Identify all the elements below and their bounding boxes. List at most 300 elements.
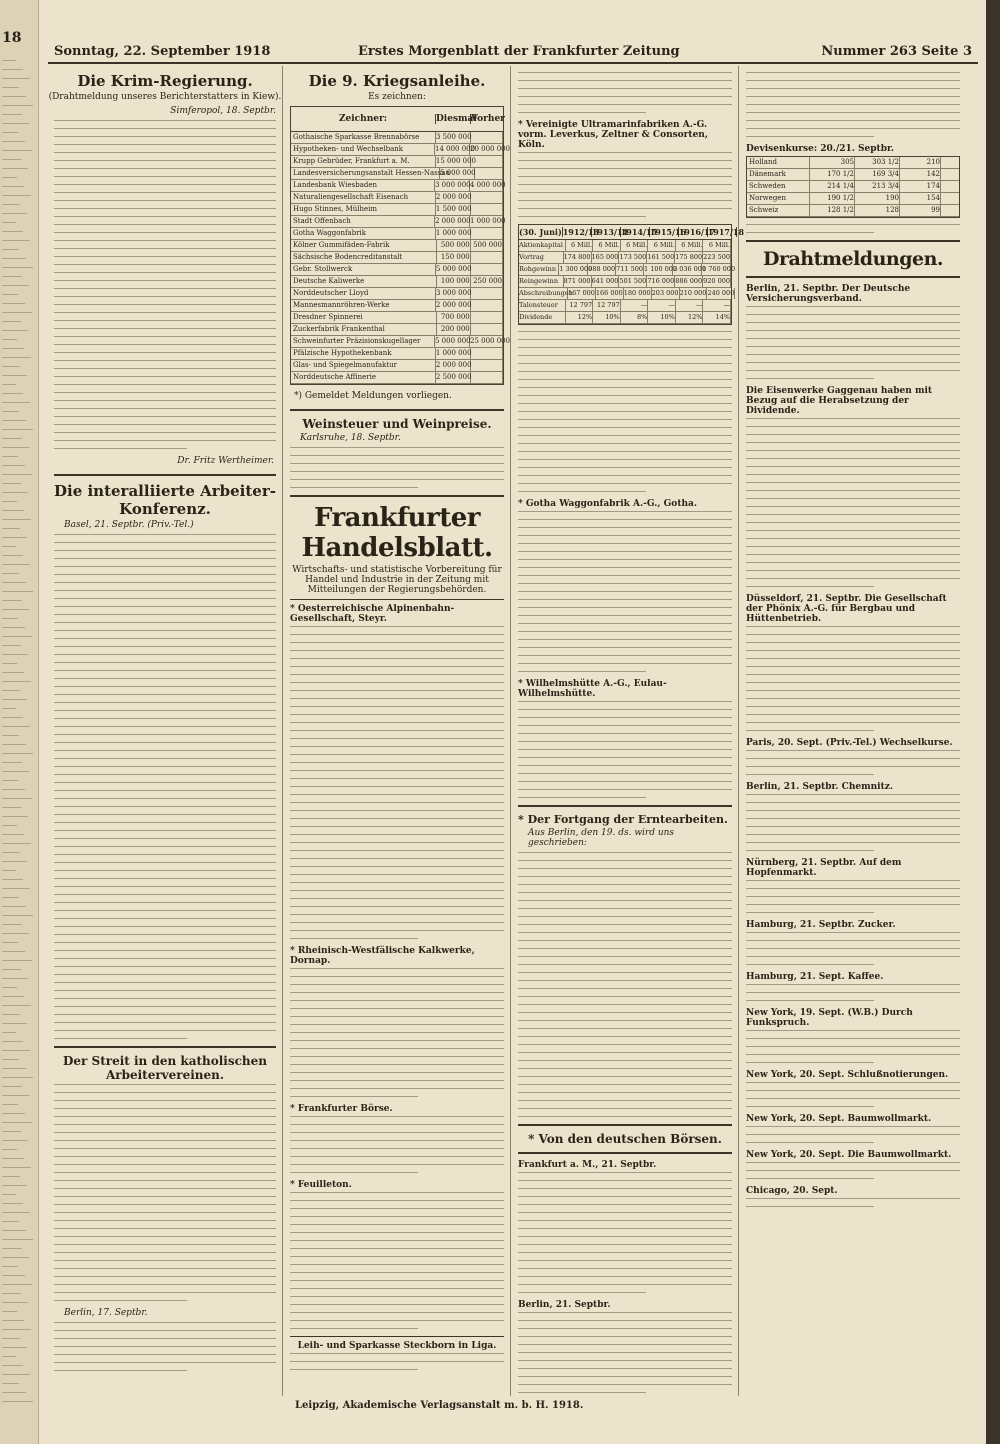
text-line [54, 1300, 187, 1301]
text-line [54, 152, 276, 153]
text-line [54, 822, 276, 823]
text-line [746, 466, 960, 467]
divider [518, 1152, 732, 1154]
text-line [54, 400, 276, 401]
text-line [54, 320, 276, 321]
text-line [746, 1054, 960, 1055]
text-line [54, 192, 276, 193]
margin-text-line [2, 744, 26, 745]
text-line [518, 200, 732, 201]
text-line [290, 762, 504, 763]
table-cell: Kölner Gummifäden-Fabrik [291, 240, 437, 251]
text-line [746, 842, 960, 843]
margin-text-line [2, 780, 18, 781]
article-dateline: Basel, 21. Septbr. (Priv.-Tel.) [64, 520, 194, 530]
text-line [54, 208, 276, 209]
text-line [290, 1032, 504, 1033]
text-line [54, 758, 276, 759]
table-row [291, 300, 503, 312]
text-line [290, 1056, 504, 1057]
table-cell: 886 000 [675, 277, 703, 285]
imprint: Leipzig, Akademische Verlagsanstalt m. b. H. 1918. [295, 1400, 584, 1411]
margin-text-line [2, 1329, 31, 1330]
text-line [746, 682, 960, 683]
text-line [54, 886, 276, 887]
margin-text-line [2, 87, 19, 88]
text-line [518, 371, 732, 372]
text-line [54, 710, 276, 711]
text-line [54, 304, 276, 305]
text-line [54, 1228, 276, 1229]
margin-text-line [2, 285, 29, 286]
text-line [746, 578, 960, 579]
margin-text-line [2, 60, 16, 61]
text-line [518, 1004, 732, 1005]
column-4 [740, 66, 966, 1396]
text-line [54, 926, 276, 927]
article-body [290, 1353, 504, 1370]
article-body [746, 1198, 960, 1207]
text-line [518, 1312, 732, 1313]
text-line [518, 363, 732, 364]
margin-text-line [2, 1347, 27, 1348]
table-cell: 6 Mill. [566, 240, 594, 251]
text-line [290, 447, 504, 448]
text-line [518, 1292, 646, 1293]
table-row [519, 288, 735, 300]
news-item-title: * Rheinisch-Westfälische Kalkwerke, Dornap. [290, 946, 475, 966]
text-line [54, 160, 276, 161]
table-cell: Naturaliengesellschaft Eisenach [291, 192, 436, 203]
text-line [518, 491, 646, 492]
text-line [746, 1030, 960, 1031]
text-line [54, 742, 276, 743]
text-line [746, 658, 960, 659]
table-cell: 1 100 000 [644, 265, 678, 273]
news-item-title: Berlin, 21. Septbr. [518, 1300, 611, 1310]
margin-text-line [2, 348, 24, 349]
text-line [746, 314, 960, 315]
table-cell: 165 000 [591, 253, 619, 261]
article-dateline: Aus Berlin, den 19. ds. wird uns geschrieben: [528, 828, 675, 848]
text-line [54, 1100, 276, 1101]
margin-text-line [2, 1374, 30, 1375]
table-cell: 1 000 000 [435, 229, 472, 237]
text-line [54, 990, 276, 991]
text-line [518, 96, 732, 97]
margin-text-line [2, 1383, 19, 1384]
text-line [518, 631, 732, 632]
table-cell: 641 000 [591, 277, 619, 285]
table-row [519, 312, 731, 324]
news-item-title: * Wilhelmshütte A.-G., Eulau-Wilhelmshütte. [518, 679, 667, 699]
margin-text-line [2, 816, 28, 817]
text-line [54, 558, 276, 559]
text-line [518, 1028, 732, 1029]
divider [746, 240, 960, 242]
text-line [518, 1344, 732, 1345]
table-cell: 6 Mill. [648, 240, 676, 251]
news-item-title: * Oesterreichische Alpinenbahn-Gesellschaft, Steyr. [290, 604, 455, 624]
text-line [290, 1353, 504, 1354]
text-line [518, 168, 732, 169]
text-line [290, 810, 504, 811]
col-header: 1913/14 [591, 227, 629, 237]
text-line [518, 208, 732, 209]
text-line [54, 838, 276, 839]
text-line [746, 442, 960, 443]
text-line [746, 904, 960, 905]
margin-text-line [2, 906, 26, 907]
article-title: Weinsteuer und Weinpreise. [302, 417, 492, 431]
text-line [290, 1156, 504, 1157]
text-line [746, 450, 960, 451]
text-line [54, 534, 276, 535]
table-cell: 175 800 [675, 253, 703, 261]
text-line [518, 852, 732, 853]
divider [290, 409, 504, 411]
table-cell: 20 000 000 [470, 145, 511, 153]
margin-text-line [2, 654, 28, 655]
header-issue: Nummer 263 Seite 3 [821, 44, 972, 59]
text-line [518, 733, 732, 734]
text-line [54, 870, 276, 871]
news-item-title: Berlin, 21. Septbr. Chemnitz. [746, 782, 893, 792]
margin-text-line [2, 69, 23, 70]
table-cell: 100 000 [437, 276, 471, 287]
table-cell: 988 000 [588, 265, 616, 273]
table-row [291, 192, 503, 204]
margin-text-line [2, 1239, 33, 1240]
text-line [54, 328, 276, 329]
text-line [518, 741, 732, 742]
margin-text-line [2, 1203, 23, 1204]
text-line [54, 1188, 276, 1189]
article-title: Der Streit in den katholischen Arbeitervereinen. [63, 1054, 267, 1082]
text-line [746, 562, 960, 563]
article-body [54, 534, 276, 1039]
text-line [54, 894, 276, 895]
text-line [54, 176, 276, 177]
margin-text-line [2, 1302, 28, 1303]
text-line [518, 475, 732, 476]
text-line [518, 1116, 732, 1117]
table-row [291, 204, 503, 216]
table-row [291, 276, 503, 288]
text-line [746, 690, 960, 691]
text-line [54, 1164, 276, 1165]
text-line [746, 1082, 960, 1083]
text-line [54, 1132, 276, 1133]
text-line [518, 1036, 732, 1037]
article-body [518, 152, 732, 217]
divider [290, 495, 504, 497]
text-line [290, 1024, 504, 1025]
text-line [54, 942, 276, 943]
text-line [290, 1124, 504, 1125]
text-line [518, 216, 646, 217]
table-cell: Rohgewinn [519, 264, 559, 275]
text-line [54, 966, 276, 967]
table-cell: 174 [900, 181, 941, 192]
text-line [290, 487, 418, 488]
table-cell: 161 500 [647, 253, 675, 261]
text-line [54, 902, 276, 903]
table-row [291, 132, 503, 144]
margin-text-line [2, 411, 19, 412]
text-line [290, 778, 504, 779]
table-cell: 169 3/4 [855, 169, 900, 180]
text-line [746, 956, 960, 957]
text-line [746, 1090, 960, 1091]
margin-text-line [2, 627, 25, 628]
margin-text-line [2, 384, 16, 385]
table-cell: 173 500 [619, 253, 647, 261]
margin-text-line [2, 564, 30, 565]
previous-page-margin [0, 0, 39, 1444]
text-line [54, 272, 276, 273]
article-body [290, 1192, 504, 1329]
text-line [518, 435, 732, 436]
text-line [518, 427, 732, 428]
article-body [746, 224, 960, 233]
text-line [290, 1008, 504, 1009]
text-line [54, 224, 276, 225]
text-line [290, 1232, 504, 1233]
text-line [54, 312, 276, 313]
margin-text-line [2, 204, 20, 205]
text-line [290, 1240, 504, 1241]
text-line [746, 346, 960, 347]
article-body [290, 626, 504, 939]
text-line [518, 1052, 732, 1053]
text-line [746, 128, 960, 129]
text-line [290, 650, 504, 651]
text-line [518, 527, 732, 528]
text-line [518, 1060, 732, 1061]
text-line [518, 1384, 732, 1385]
header-masthead: Erstes Morgenblatt der Frankfurter Zeitung [358, 44, 680, 59]
table-row [747, 205, 959, 217]
margin-text-line [2, 1392, 26, 1393]
text-line [54, 1236, 276, 1237]
table-cell: Deutsche Kaliwerke [291, 276, 437, 287]
text-line [54, 566, 276, 567]
margin-text-line [2, 735, 19, 736]
article-title: Die Krim-Regierung. [77, 72, 253, 90]
text-line [290, 730, 504, 731]
table-cell: 3 000 000 [435, 181, 471, 189]
text-line [746, 224, 960, 225]
text-line [518, 1084, 732, 1085]
text-line [746, 104, 960, 105]
margin-text-line [2, 942, 18, 943]
margin-text-line [2, 213, 27, 214]
text-line [746, 546, 960, 547]
text-line [54, 1022, 276, 1023]
handelsblatt-subtitle: Wirtschafts- und statistische Vorbereitung für Handel und Industrie in der Zeitung mit Mitteilungen der Regierungsbehörden. [292, 565, 502, 595]
text-line [54, 598, 276, 599]
text-line [290, 1361, 504, 1362]
margin-text-line [2, 1275, 25, 1276]
table-cell: 150 000 [437, 252, 471, 263]
text-line [54, 136, 276, 137]
text-line [54, 774, 276, 775]
col-header: 1914/15 [620, 227, 658, 237]
text-line [518, 1100, 732, 1101]
table-cell: 190 1/2 [810, 193, 855, 204]
text-line [518, 789, 732, 790]
text-line [746, 354, 960, 355]
text-line [290, 658, 504, 659]
divider [290, 599, 504, 600]
text-line [518, 892, 732, 893]
text-line [54, 766, 276, 767]
col-header: 1916/17 [678, 227, 716, 237]
text-line [518, 551, 732, 552]
margin-text-line [2, 807, 21, 808]
text-line [54, 424, 276, 425]
margin-text-line [2, 681, 31, 682]
table-row [291, 168, 503, 180]
article-body [746, 984, 960, 1001]
text-line [518, 1284, 732, 1285]
text-line [746, 322, 960, 323]
text-line [54, 702, 276, 703]
text-line [746, 482, 960, 483]
text-line [54, 1156, 276, 1157]
margin-text-line [2, 1185, 27, 1186]
text-line [518, 980, 732, 981]
text-line [518, 717, 732, 718]
margin-text-line [2, 1059, 19, 1060]
text-line [518, 72, 732, 73]
article-body [518, 511, 732, 672]
text-line [746, 626, 960, 627]
table-cell: Gothaische Sparkasse Brennabörse [291, 132, 436, 143]
article-body [518, 331, 732, 492]
table-cell: 4 000 000 [470, 181, 506, 189]
text-line [290, 1296, 504, 1297]
margin-text-line [2, 591, 33, 592]
text-line [290, 1320, 504, 1321]
text-line [518, 451, 732, 452]
text-line [54, 120, 276, 121]
text-line [746, 758, 960, 759]
table-cell: 5 000 000 [435, 337, 471, 345]
margin-text-line [2, 1014, 20, 1015]
loan-table-body [291, 132, 511, 384]
table-row [291, 348, 503, 360]
table-cell [475, 168, 503, 179]
table-cell: Vortrag [519, 252, 564, 263]
text-line [290, 634, 504, 635]
margin-text-line [2, 915, 33, 916]
table-cell: 10% [648, 312, 676, 323]
text-line [518, 583, 732, 584]
margin-text-line [2, 1140, 28, 1141]
margin-text-line [2, 96, 26, 97]
boersen-section [512, 1118, 738, 1400]
text-line [746, 1126, 960, 1127]
text-line [746, 418, 960, 419]
text-line [54, 384, 276, 385]
margin-text-line [2, 1158, 24, 1159]
text-line [290, 698, 504, 699]
table-cell: 1 500 000 [435, 205, 472, 213]
table-row [291, 240, 503, 252]
text-line [518, 916, 732, 917]
margin-text-line [2, 1338, 20, 1339]
text-line [290, 690, 504, 691]
table-row [519, 264, 736, 276]
text-line [290, 976, 504, 977]
margin-text-line [2, 1248, 22, 1249]
margin-text-line [2, 402, 30, 403]
table-cell: 142 [900, 169, 941, 180]
text-line [54, 1014, 276, 1015]
text-line [54, 296, 276, 297]
text-line [518, 160, 732, 161]
text-line [54, 1092, 276, 1093]
text-line [54, 854, 276, 855]
margin-text-line [2, 1041, 23, 1042]
table-cell: Schweden [747, 181, 810, 192]
margin-text-line [2, 879, 23, 880]
margin-text-line [2, 960, 32, 961]
margin-text-line [2, 852, 20, 853]
text-line [290, 666, 504, 667]
text-line [290, 1264, 504, 1265]
table-row [291, 156, 503, 168]
text-line [54, 1346, 276, 1347]
text-line [746, 1178, 874, 1179]
table-cell: Sächsische Bodencreditanstalt [291, 252, 437, 263]
table-cell: 1 000 000 [470, 217, 506, 225]
text-line [54, 806, 276, 807]
divider [54, 1046, 276, 1048]
text-line [746, 530, 960, 531]
section-title: * Von den deutschen Börsen. [528, 1132, 722, 1146]
text-line [518, 1012, 732, 1013]
table-row [519, 300, 731, 312]
margin-text-line [2, 519, 31, 520]
text-line [746, 522, 960, 523]
text-line [290, 1280, 504, 1281]
text-line [518, 940, 732, 941]
article-body [746, 1126, 960, 1143]
text-line [746, 136, 874, 137]
text-line [518, 1076, 732, 1077]
col-header: 1917/18 [707, 227, 745, 237]
text-line [290, 850, 504, 851]
text-line [290, 626, 504, 627]
text-line [518, 1204, 732, 1205]
text-line [54, 590, 276, 591]
article-body [290, 447, 504, 488]
text-line [54, 1212, 276, 1213]
article-body [746, 880, 960, 913]
text-line [290, 794, 504, 795]
table-row [291, 372, 503, 384]
text-line [746, 586, 874, 587]
margin-text-line [2, 375, 27, 376]
table-cell: — [676, 300, 704, 311]
loan-table [290, 106, 511, 385]
table-cell [471, 360, 503, 371]
table-cell: 154 [900, 193, 941, 204]
text-line [54, 1244, 276, 1245]
